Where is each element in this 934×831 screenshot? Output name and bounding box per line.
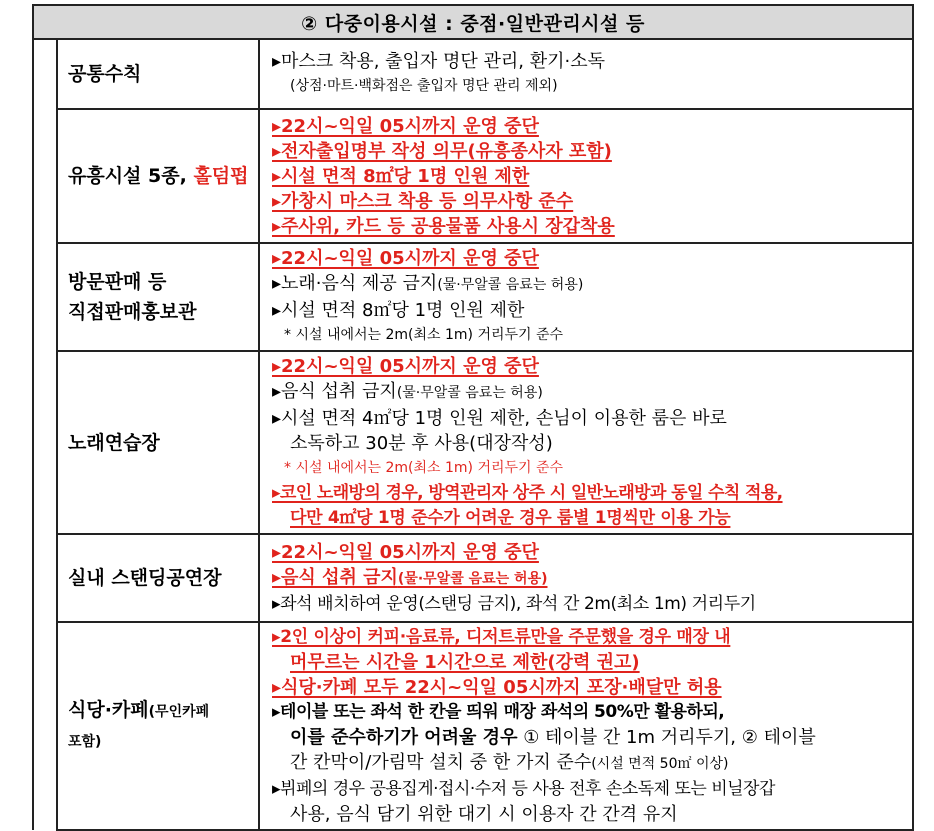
row-content [259, 622, 913, 830]
table-row [33, 351, 913, 534]
rule-subnote: (물·무알콜 음료는 허용) [437, 277, 584, 293]
table-row [33, 39, 913, 109]
rule-subnote: (상점·마트·백화점은 출입자 명단 관리 제외) [290, 78, 558, 94]
row-label: 노래연습장 [57, 351, 259, 534]
row-label-small: (무인카페 [148, 704, 210, 720]
rule-text: ▸음식 섭취 금지 [272, 566, 398, 588]
rule-line: ▸시설 면적 4㎡당 1명 인원 제한, 손님이 이용한 룸은 바로 [272, 408, 727, 429]
row-label: 실내 스탠딩공연장 [57, 534, 259, 622]
row-label-line [68, 695, 258, 727]
rule-line: ▸좌석 배치하여 운영(스탠딩 금지), 좌석 간 2m(최소 1m) 거리두기 [272, 593, 756, 614]
row-label-main: 식당·카페 [68, 699, 149, 721]
table-row [33, 534, 913, 622]
rule-line-continued [272, 750, 904, 777]
row-label [57, 109, 259, 243]
row-content [259, 39, 913, 109]
rule-line-red: ▸22시~익일 05시까지 운영 중단 [272, 356, 539, 377]
rule-line-red: ▸22시~익일 05시까지 운영 중단 [272, 541, 539, 563]
rule-line: ▸뷔페의 경우 공용집게·접시·수저 등 사용 전후 손소독제 또는 비닐장갑 [272, 779, 775, 799]
rule-line: ▸마스크 착용, 출입자 명단 관리, 환기·소독 [272, 51, 606, 72]
rule-line-red: ▸식당·카페 모두 22시~익일 05시까지 포장·배달만 허용 [272, 677, 722, 698]
row-label-line: 직접판매홍보관 [68, 301, 197, 323]
row-label-main: 유흥시설 5종, [68, 165, 194, 187]
rule-line-red: ▸가창시 마스크 착용 등 의무사항 준수 [272, 190, 574, 212]
rule-subnote: (물·무알콜 음료는 허용) [396, 385, 543, 401]
rule-line-bold: ▸테이블 또는 좌석 한 칸을 띄워 매장 좌석의 50%만 활용하되, [272, 702, 725, 722]
rule-note: * 시설 내에서는 2m(최소 1m) 거리두기 준수 [284, 327, 564, 343]
rule-line-red: ▸시설 면적 8㎡당 1명 인원 제한 [272, 165, 530, 187]
rule-line-red: ▸2인 이상이 커피·음료류, 디저트류만을 주문했을 경우 매장 내 [272, 627, 731, 647]
rule-line-red-continued: 다만 4㎡당 1명 준수가 어려운 경우 룸별 1명씩만 이용 가능 [290, 508, 731, 528]
header-row [33, 5, 913, 39]
table-row [33, 243, 913, 351]
rule-text: ▸음식 섭취 금지 [272, 381, 397, 402]
table-header: ② 다중이용시설 : 중점·일반관리시설 등 [33, 5, 913, 39]
row-label: 공통수칙 [57, 39, 259, 109]
rule-text: ▸노래·음식 제공 금지 [272, 273, 438, 294]
rule-line-red: ▸22시~익일 05시까지 운영 중단 [272, 248, 539, 269]
rule-text: 간 칸막이/가림막 설치 중 한 가지 준수 [290, 752, 592, 773]
rules-table [32, 4, 914, 831]
row-content [259, 243, 913, 351]
rule-line-continued: 사용, 음식 담기 위한 대기 시 이용자 간 간격 유지 [290, 804, 678, 825]
rule-text: ① 테이블 간 1m 거리두기, ② 테이블 [517, 727, 816, 748]
rule-text-bold: 이를 준수하기가 어려울 경우 [290, 727, 518, 748]
rule-line-red: ▸주사위, 카드 등 공용물품 사용시 장갑착용 [272, 215, 615, 237]
row-content [259, 351, 913, 534]
rule-line-continued [272, 725, 904, 750]
rule-note-red: * 시설 내에서는 2m(최소 1m) 거리두기 준수 [284, 460, 564, 476]
rule-line-red-continued: 머무르는 시간을 1시간으로 제한(강력 권고) [290, 652, 640, 673]
row-content [259, 109, 913, 243]
row-label-highlight: 홀덤펍 [193, 165, 249, 187]
rule-subnote: (물·무알콜 음료는 허용) [397, 570, 548, 587]
rule-subnote: (시설 면적 50㎡ 이상) [591, 756, 729, 772]
row-content [259, 534, 913, 622]
row-label-line: 포함) [68, 734, 102, 750]
rule-line: ▸시설 면적 8㎡당 1명 인원 제한 [272, 300, 525, 321]
rule-line-red: ▸코인 노래방의 경우, 방역관리자 상주 시 일반노래방과 동일 수칙 적용, [272, 483, 783, 503]
row-label [57, 243, 259, 351]
rule-line-red [272, 565, 904, 592]
left-spacer-column [33, 39, 57, 830]
rule-line [272, 379, 904, 406]
rule-line-continued: 소독하고 30분 후 사용(대장작성) [290, 433, 553, 454]
rule-line-red: ▸전자출입명부 작성 의무(유흥종사자 포함) [272, 140, 612, 162]
row-label-line: 방문판매 등 [68, 271, 167, 293]
row-label [57, 622, 259, 830]
rule-line-red: ▸22시~익일 05시까지 운영 중단 [272, 115, 539, 137]
table-row [33, 109, 913, 243]
table-row [33, 622, 913, 830]
rule-line [272, 271, 904, 298]
